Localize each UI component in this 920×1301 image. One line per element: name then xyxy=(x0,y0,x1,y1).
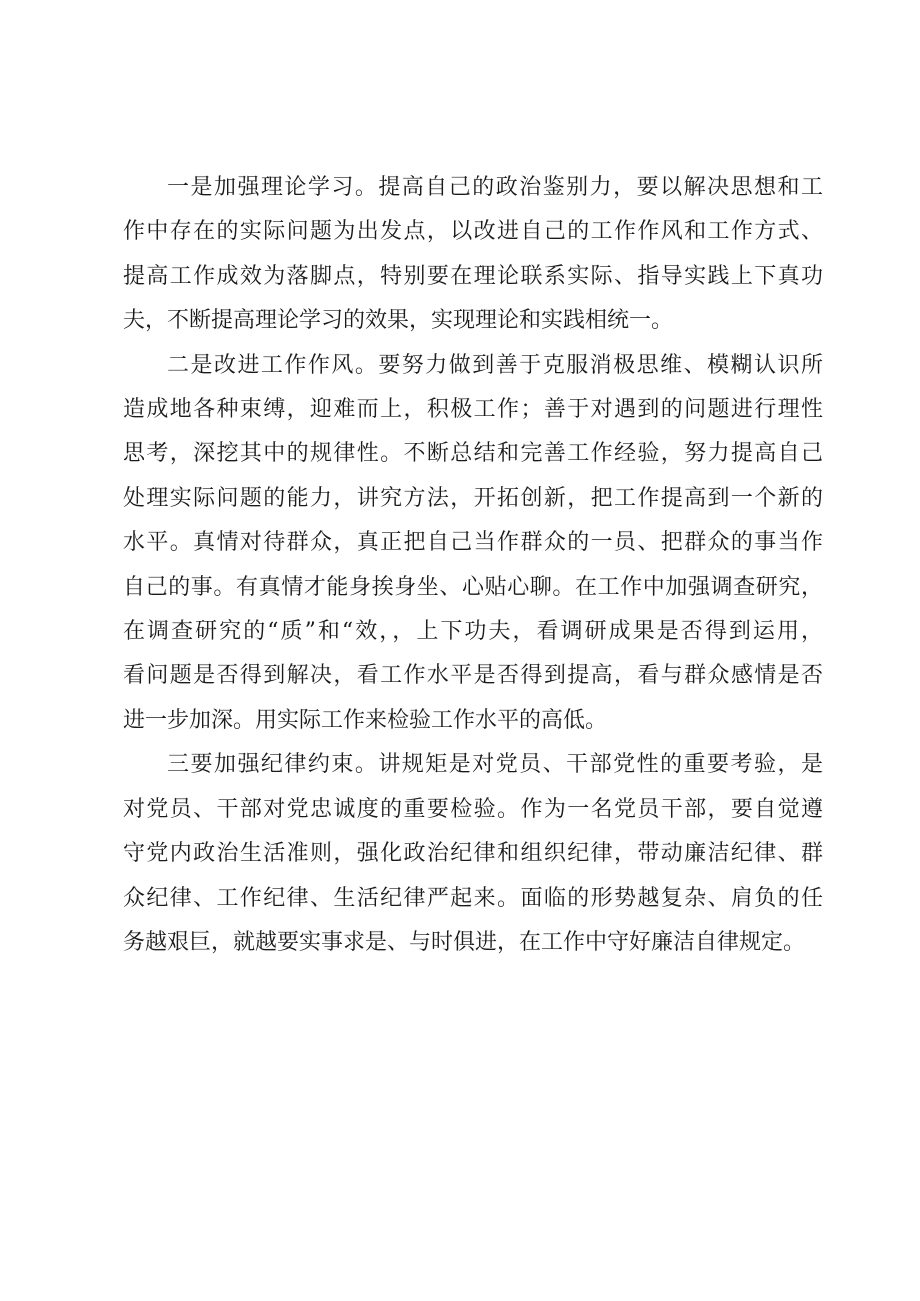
paragraph-line: 看问题是否得到解决，看工作水平是否得到提高，看与群众感情是否 xyxy=(123,663,823,689)
paragraph-theory-study xyxy=(123,166,823,344)
paragraph-line: 处理实际问题的能力，讲究方法，开拓创新，把工作提高到一个新的 xyxy=(123,485,823,511)
paragraph-line: 进一步加深。用实际工作来检验工作水平的高低。 xyxy=(123,707,608,733)
paragraph-line: 众纪律、工作纪律、生活纪律严起来。面临的形势越复杂、肩负的任 xyxy=(123,885,823,911)
paragraph-line: 思考，深挖其中的规律性。不断总结和完善工作经验，努力提高自己 xyxy=(123,441,823,467)
paragraph-line: 提高工作成效为落脚点，特别要在理论联系实际、指导实践上下真功 xyxy=(123,263,823,289)
paragraph-line: 二是改进工作作风。要努力做到善于克服消极思维、模糊认识所 xyxy=(167,352,823,378)
paragraph-line: 夫，不断提高理论学习的效果，实现理论和实践相统一。 xyxy=(123,308,674,334)
paragraph-line: 一是加强理论学习。提高自己的政治鉴别力，要以解决思想和工 xyxy=(167,175,823,200)
paragraph-line: 自己的事。有真情才能身挨身坐、心贴心聊。在工作中加强调查研究， xyxy=(123,574,823,600)
paragraph-line: 务越艰巨，就越要实事求是、与时俱进，在工作中守好廉洁自律规定。 xyxy=(123,929,806,955)
paragraph-line: 守党内政治生活准则，强化政治纪律和组织纪律，带动廉洁纪律、群 xyxy=(123,841,823,867)
document-body xyxy=(123,166,823,965)
paragraph-line: 水平。真情对待群众，真正把自己当作群众的一员、把群众的事当作 xyxy=(123,530,823,556)
paragraph-line: 对党员、干部对党忠诚度的重要检验。作为一名党员干部，要自觉遵 xyxy=(123,796,823,822)
paragraph-line: 在调查研究的“质”和“效，，上下功夫，看调研成果是否得到运用， xyxy=(123,619,823,645)
paragraph-discipline xyxy=(123,743,823,965)
paragraph-line: 三要加强纪律约束。讲规矩是对党员、干部党性的重要考验，是 xyxy=(167,752,823,778)
paragraph-line: 作中存在的实际问题为出发点，以改进自己的工作作风和工作方式、 xyxy=(123,219,823,245)
paragraph-work-style xyxy=(123,344,823,744)
paragraph-line: 造成地各种束缚，迎难而上，积极工作；善于对遇到的问题进行理性 xyxy=(123,397,823,423)
